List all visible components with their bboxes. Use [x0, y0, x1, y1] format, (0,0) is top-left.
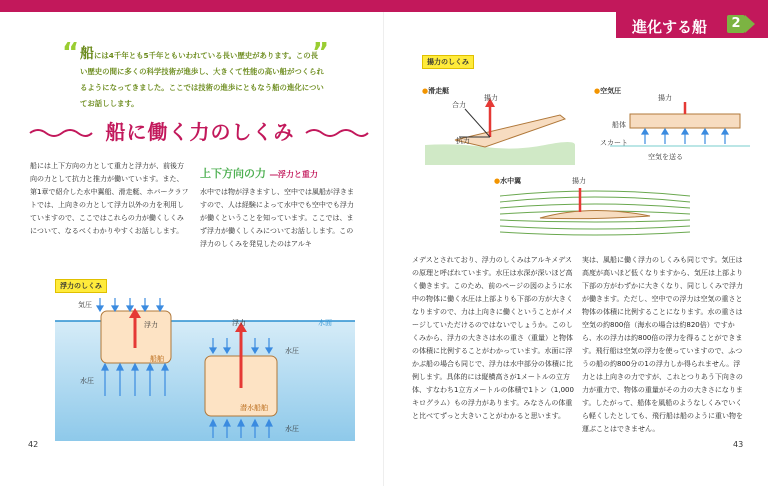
paragraph-1: 船には上下方向の力として重力と浮力が、前後方向の力として抗力と推力が働いています。また、第1章で紹介した水中翼船、滑走艇、ホバークラフトでは、上向きの力として浮力以外の力を利用していますので、ここではこれらの力が働くしくみについて、なるべくわかりやすくお話しします。: [30, 162, 189, 235]
close-quote-icon: ”: [312, 38, 330, 68]
intro-text: [80, 46, 324, 112]
wave-decoration-right-icon: [304, 126, 370, 140]
intro-body: には4千年とも5千年ともいわれている長い歴史があります。この長い歴史の間に多くの科学技術が進歩し、大きくて性能の高い船がつくられるようになってきました。ここでは技術の進歩にともなう船の進化についてお話しします。: [80, 51, 324, 108]
right-column-1: メデスとされており、浮力のしくみはアルキメデスの原理と呼ばれています。水圧は水深が深いほど高く働きます。このため、前のページの図のように水中の物体に働く水圧は上部よりも下部の方が大きくなりますので、力は上向きに働くということがイメージしていただけるのではないでしょうか。このしくみから、浮力の大きさは水の重さ（重量）と物体の体積に比例することがわかっています。水面に浮かぶ船の場合も同じで、浮力は水中部分の体積に比例します。具体的には縦横高さが1メートルの立方体、すなわち1立方メートルの体積で1トン（1,000キログラム）もの浮力があります。みなさんの体重と比べてずっと大きいことがわかると思います。: [412, 256, 574, 420]
subsection-title: [200, 165, 318, 181]
subsection-title-sub: ―浮力と重力: [269, 170, 318, 179]
planing-boat-diagram: [425, 95, 575, 165]
planing-resultant-label: 合力: [452, 101, 466, 109]
planing-drag-label: 抗力: [456, 137, 470, 145]
chapter-title: 進化する船: [632, 18, 708, 36]
aircushion-skirt-label: スカート: [600, 139, 628, 147]
open-quote-icon: “: [62, 38, 80, 68]
planing-boat-bullet-icon: ●: [422, 87, 429, 95]
water-pressure-left-label: 水圧: [80, 377, 94, 385]
chapter-number: 2: [727, 15, 745, 33]
aircushion-hull-label: 船体: [612, 121, 626, 129]
chapter-arrow-icon: [745, 15, 755, 33]
right-column-2: 実は、風船に働く浮力のしくみも同じです。気圧は高度が高いほど低くなりますから、気圧は上部より下部の方がわずかに大きくなり、同じしくみで浮力が働きます。ただし、空中での浮力は空気の重さと物体の体積に比例することになります。水の重さは空気の約800倍（海水の場合は約820倍）ですから、水の浮力は約800倍の浮力を得ることができます。飛行船は空気の浮力を使っていますので、ふつうの船の約800分の1の浮力しか得られません。浮力とは上向きの力ですが、これとつりあう下向きの力が重力で、物体の重量がその力の大きさになります。したがって、船体を風船のようなしくみでいくら軽くしたとしても、飛行船は船のように重い物を運ぶことはできません。: [582, 256, 743, 433]
planing-lift-label: 揚力: [484, 94, 498, 102]
buoyancy-label: 浮力: [144, 321, 158, 329]
intro-lead-char: 船: [80, 46, 94, 62]
buoyancy-diagram: [55, 296, 355, 441]
paragraph-2: 水中では物が浮きますし、空中では風船が浮きますので、人は経験によって水中でも空中でも浮力が働くということを知っています。ここでは、まず浮力が働くしくみについてお話しします。この浮力のしくみを発見したのはアルキ: [200, 188, 354, 248]
water-surface-label: 水面: [318, 319, 332, 327]
aircushion-air-in-label: 空気を送る: [648, 153, 683, 161]
subsection-title-main: 上下方向の力: [200, 167, 266, 180]
hydrofoil-title-text: 水中翼: [500, 177, 522, 185]
ship-label: 船舶: [150, 355, 164, 363]
page-gutter: [383, 12, 384, 486]
buoyancy-label-right: 浮力: [232, 319, 246, 327]
aircushion-diagram: [610, 100, 750, 160]
aircushion-lift-label: 揚力: [658, 94, 672, 102]
planing-boat-title-text: 滑走艇: [428, 87, 450, 95]
submarine-label: 潜水船舶: [240, 404, 268, 412]
hydrofoil-lift-label: 揚力: [572, 177, 586, 185]
water-pressure-right-upper-label: 水圧: [285, 347, 299, 355]
hydrofoil-bullet-icon: ●: [494, 177, 501, 185]
water-pressure-right-lower-label: 水圧: [285, 425, 299, 433]
aircushion-title-text: 空気圧: [600, 87, 622, 95]
header-bar: [0, 0, 768, 12]
aircushion-title: [594, 86, 621, 96]
page-number-right: 43: [733, 440, 744, 449]
aircushion-bullet-icon: ●: [594, 87, 601, 95]
page-number-left: 42: [28, 440, 39, 449]
air-pressure-label: 気圧: [78, 301, 92, 309]
hydrofoil-title: [494, 176, 521, 186]
hydrofoil-diagram: [500, 186, 690, 241]
wave-decoration-left-icon: [28, 126, 94, 140]
section-title: 船に働く力のしくみ: [105, 120, 295, 144]
buoyancy-diagram-label: 浮力のしくみ: [55, 279, 107, 293]
lift-diagram-label: 揚力のしくみ: [422, 55, 474, 69]
